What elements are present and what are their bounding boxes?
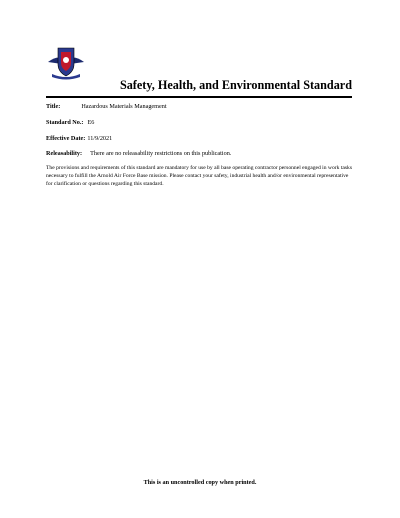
title-field-value: Hazardous Materials Management: [81, 103, 167, 110]
standard-no-field: [46, 119, 94, 126]
releasability-field: [46, 150, 231, 157]
releasability-value: There are no releasability restrictions on this publication.: [90, 150, 232, 157]
air-force-shield-emblem-icon: [46, 44, 86, 80]
heading-rule: [46, 96, 352, 98]
title-field-label: Title:: [46, 103, 61, 110]
standard-heading: Safety, Health, and Environmental Standard: [119, 78, 352, 92]
standard-no-label: Standard No.:: [46, 119, 84, 126]
uncontrolled-copy-notice: This is an uncontrolled copy when printed.: [143, 479, 257, 486]
effective-date-label: Effective Date:: [46, 135, 86, 142]
effective-date-value: 11/9/2021: [87, 135, 113, 142]
body-paragraph: The provisions and requirements of this standard are mandatory for use by all base operating contractor personnel engaged in work tasks necessary to fulfill the Arnold Air Force Base mission. Please contact your safety, industrial health and/or environmental representative for clarification or questions regarding this standard.: [46, 165, 353, 187]
standard-no-value: E6: [87, 119, 95, 126]
title-field-row: [46, 103, 167, 110]
releasability-label: Releasability:: [46, 150, 83, 157]
effective-date-field: [46, 135, 112, 142]
